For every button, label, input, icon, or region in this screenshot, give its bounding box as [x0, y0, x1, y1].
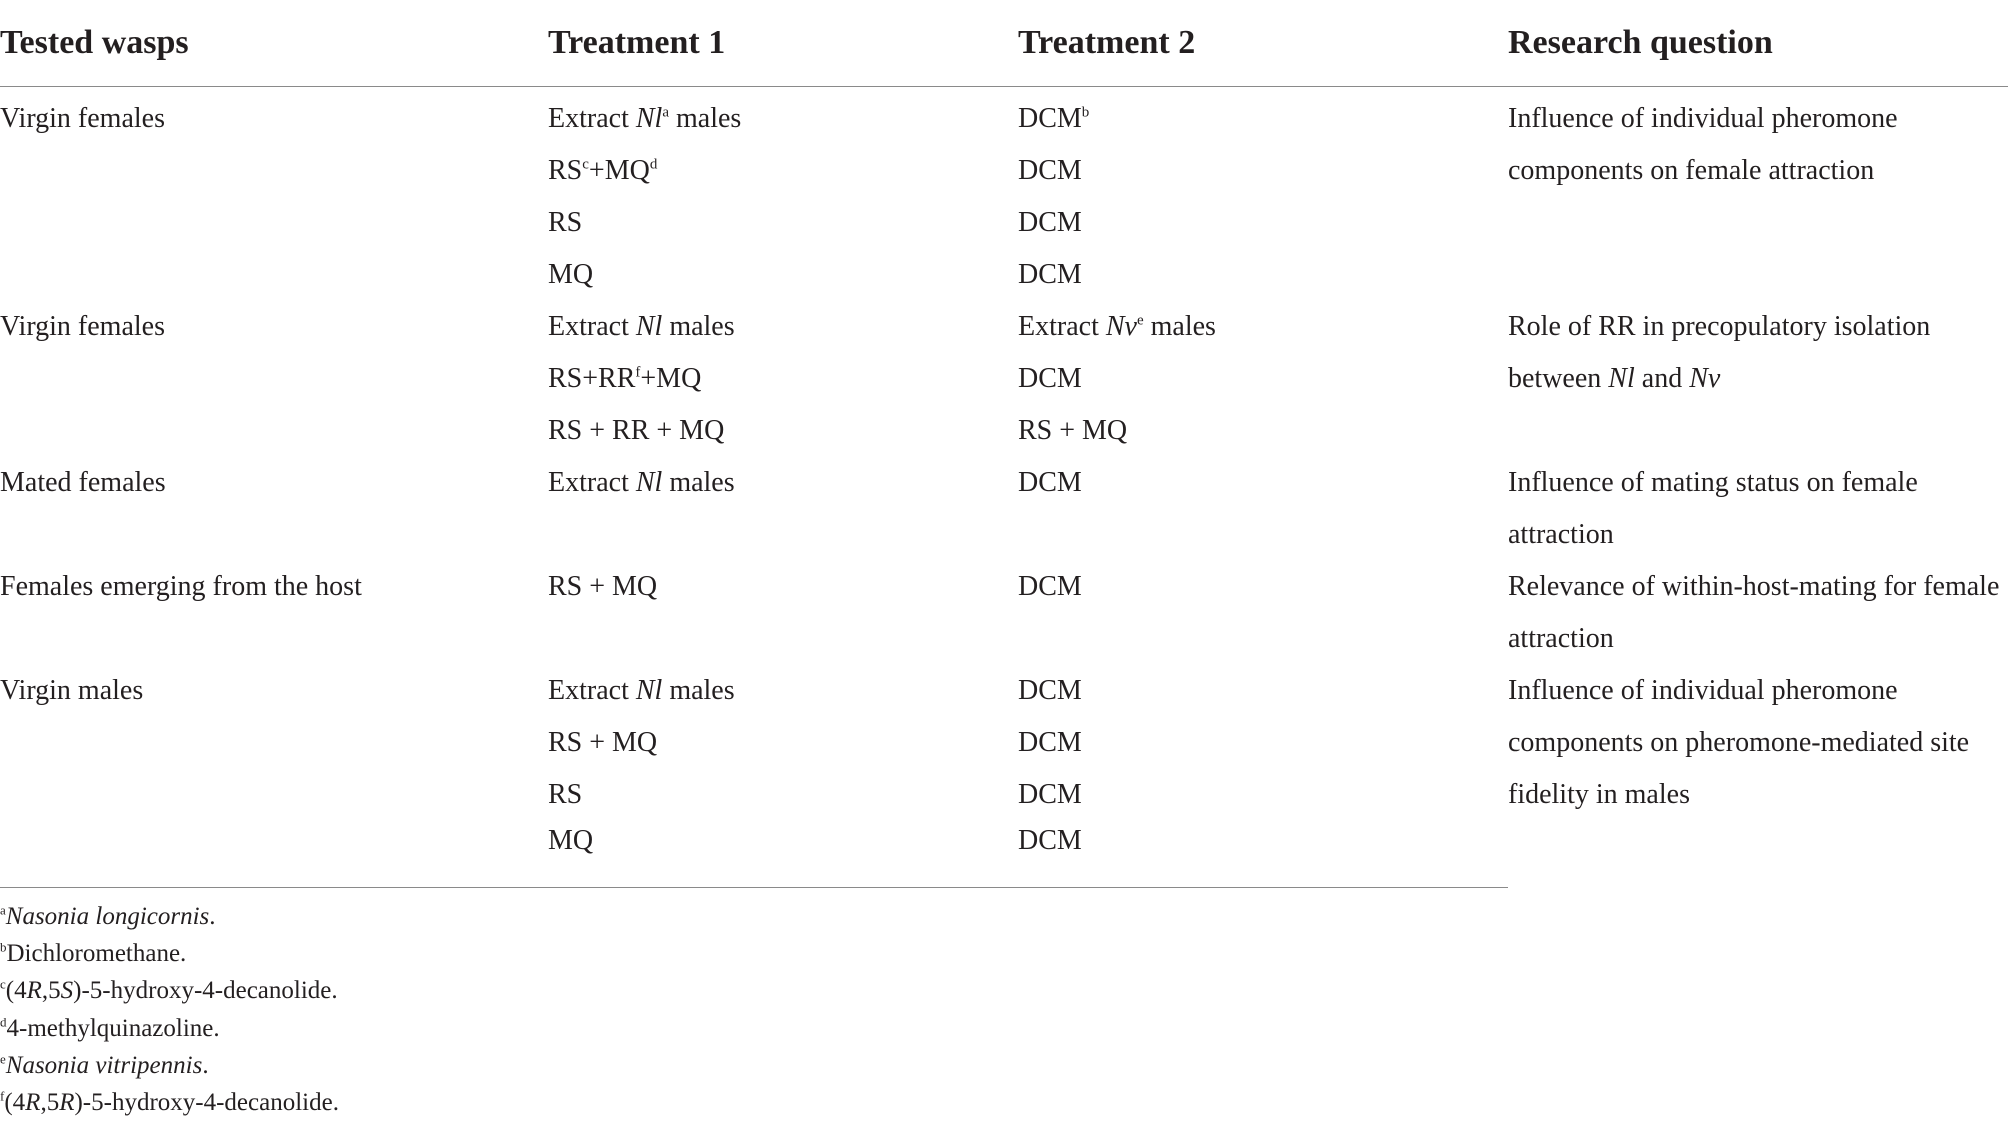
cell-wasps: Virgin females [0, 103, 165, 134]
cell-research-question: Role of RR in precopulatory isolation between Nl and Nv [1508, 311, 1931, 394]
cell-treatment-1: $RS+RR^f+MQ$ [548, 363, 702, 394]
header-treatment-1: Treatment 1 [548, 0, 1018, 87]
cell-treatment-2: DCM [1018, 363, 1082, 394]
cell-treatment-1: Extract Nl males [548, 675, 735, 706]
cell-treatment-2: DCM [1018, 259, 1082, 290]
header-research-question: Research question [1508, 0, 2008, 87]
cell-treatment-2: DCM [1018, 779, 1082, 810]
cell-wasps: Mated females [0, 467, 166, 498]
cell-treatment-1: RS + MQ [548, 727, 658, 758]
footnote: $^c$(4R,5S)-5-hydroxy-4-decanolide. [0, 977, 338, 1005]
table-row [0, 301, 2008, 353]
table-row [0, 665, 2008, 717]
cell-treatment-2: DCM [1018, 675, 1082, 706]
cell-research-question: Relevance of within-host-mating for female attraction [1508, 571, 2000, 654]
table-row [0, 561, 2008, 613]
cell-treatment-2: DCM [1018, 571, 1082, 602]
cell-research-question: Influence of individual pheromone components on pheromone-mediated site fidelity in males [1508, 675, 1970, 810]
cell-treatment-1: $RS^c+MQ^d$ [548, 155, 658, 186]
cell-treatment-2: DCM [1018, 467, 1082, 498]
footnote: $^f$(4R,5R)-5-hydroxy-4-decanolide. [0, 1088, 339, 1117]
cell-wasps: Females emerging from the host [0, 571, 362, 602]
table-footnotes [0, 898, 339, 1121]
footnote: $^a$Nasonia longicornis. [0, 902, 216, 930]
cell-treatment-2: DCM [1018, 155, 1082, 186]
table-row [0, 87, 2008, 146]
cell-research-question: Influence of individual pheromone components on female attraction [1508, 103, 1898, 186]
header-tested-wasps: Tested wasps [0, 0, 548, 87]
cell-treatment-1: Extract Nl$^a$ males [548, 103, 742, 134]
header-row [0, 0, 2008, 87]
cell-wasps: Virgin females [0, 311, 165, 342]
cell-treatment-1: RS + RR + MQ [548, 415, 725, 446]
cell-treatment-1: Extract Nl males [548, 467, 735, 498]
footnote: $^b$Dichloromethane. [0, 939, 187, 968]
cell-treatment-1: MQ [548, 821, 1018, 888]
cell-wasps [0, 405, 548, 457]
cell-wasps [0, 769, 548, 821]
cell-wasps [0, 353, 548, 405]
cell-wasps: Virgin males [0, 675, 144, 706]
cell-wasps [0, 717, 548, 769]
cell-treatment-2: DCM [1018, 207, 1082, 238]
header-treatment-2: Treatment 2 [1018, 0, 1508, 87]
cell-treatment-2: Extract Nv$^e$ males [1018, 311, 1216, 342]
cell-treatment-1: Extract Nl males [548, 311, 735, 342]
cell-wasps [0, 197, 548, 249]
footnote: $^e$Nasonia vitripennis. [0, 1051, 209, 1079]
footnote: $^d$4-methylquinazoline. [0, 1014, 220, 1042]
cell-treatment-2: DCM [1018, 727, 1082, 758]
cell-wasps [0, 145, 548, 197]
cell-treatment-1: RS + MQ [548, 571, 658, 602]
cell-wasps [0, 249, 548, 301]
cell-treatment-2: DCM$^b$ [1018, 103, 1090, 134]
cell-research-question: Influence of mating status on female attraction [1508, 467, 1918, 550]
cell-wasps [0, 821, 548, 888]
cell-treatment-1: RS [548, 207, 583, 238]
cell-treatment-2: RS + MQ [1018, 415, 1128, 446]
cell-treatment-1: RS [548, 779, 583, 810]
table-row [0, 457, 2008, 509]
cell-treatment-2: DCM [1018, 821, 1508, 888]
cell-treatment-1: MQ [548, 259, 594, 290]
